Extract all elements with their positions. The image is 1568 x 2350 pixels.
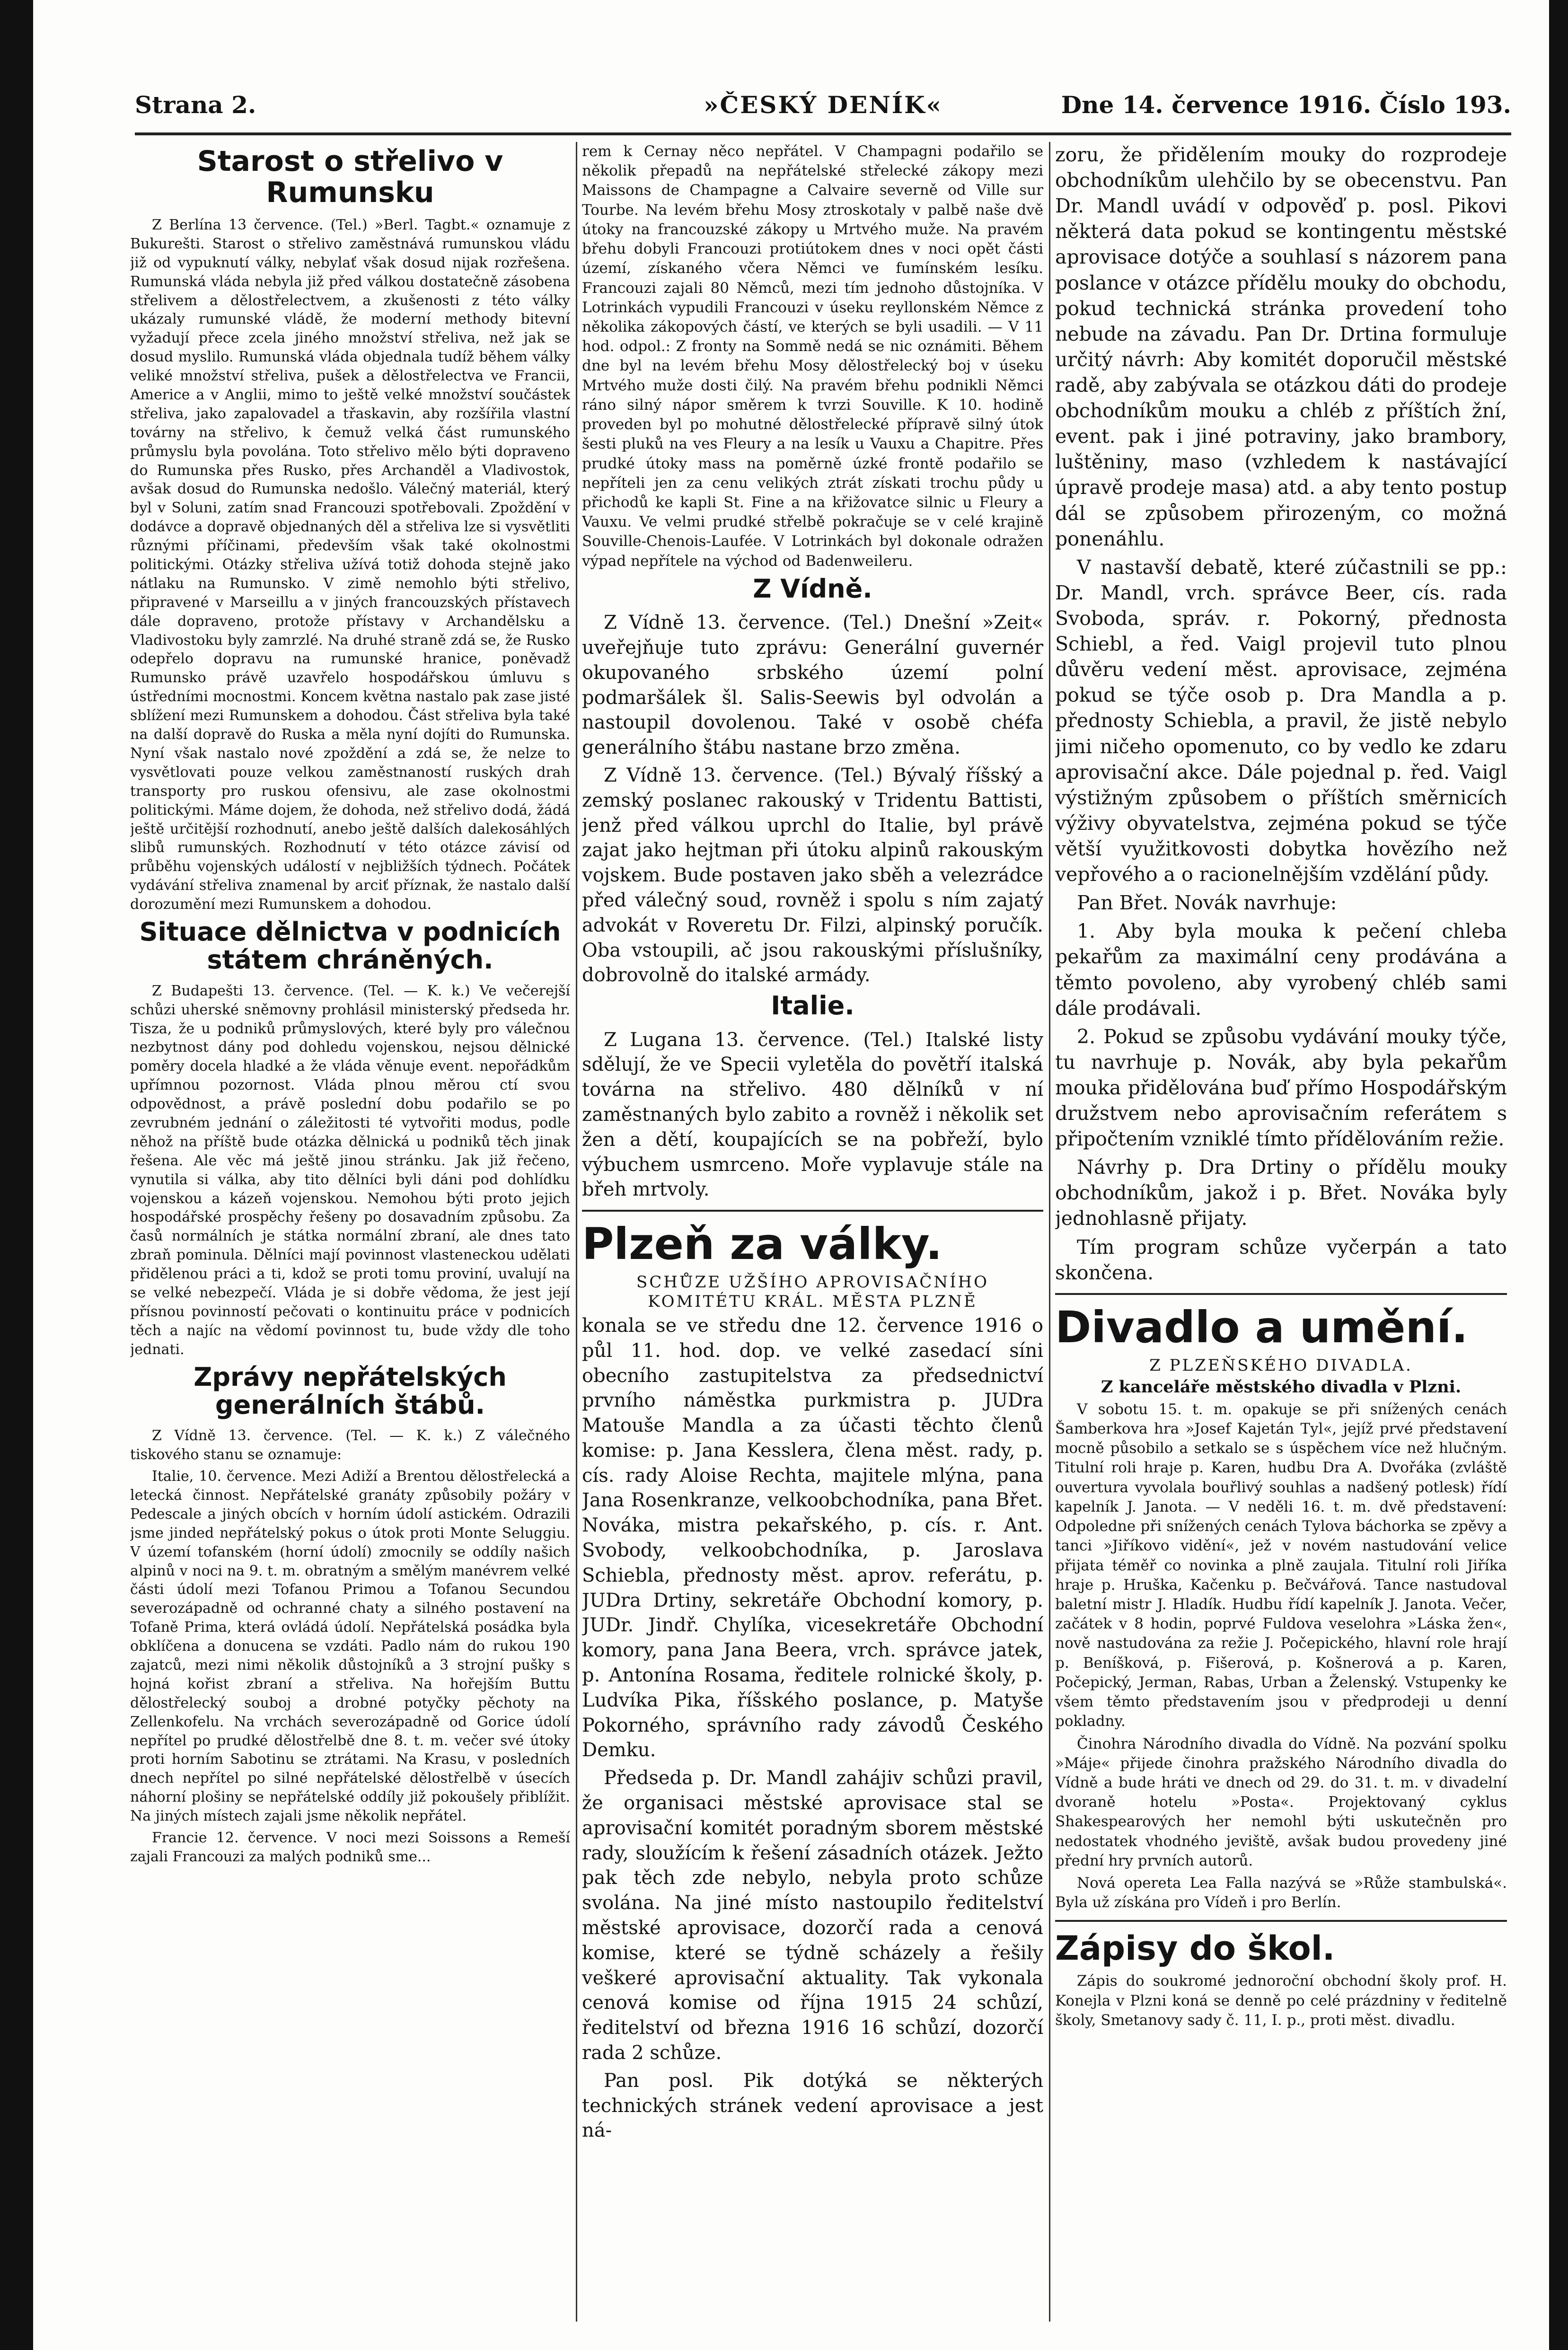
scan-right-border [1549,0,1568,2350]
section-rule [1055,1920,1507,1922]
article-paragraph: zoru, že přidělením mouky do rozprodeje obchodníkům ulehčilo by se obecenstvu. Pan Dr. Mandl uvádí v odpověď p. posl. Pikovi některá data pokud se kontingentu městské aprovisace dotýče a souhlasí s názorem pana poslance v otázce přídělu mouky do obchodu, pokud technická stránka provedení toho nebude na závadu. Pan Dr. Drtina formuluje určitý návrh: Aby komitét doporučil městské radě, aby zabývala se otázkou dáti do prodeje obchodníkům mouku a chléb z příštích žní, event. pak i jiné potraviny, jako brambory, luštěniny, maso (vzhledem k nastávající úpravě prodeje masa) atd. a aby tento postup dál se způsobem přirozeným, co možná ponenáhlu. [1055,143,1507,550]
article-paragraph: Z Vídně 13. července. (Tel. — K. k.) Z válečného tiskového stanu se oznamuje: [130,1427,570,1463]
page-number: Strana 2. [135,91,256,119]
article-kicker: Z kanceláře městského divadla v Plzni. [1101,1377,1462,1397]
article-headline: Starost o střelivo v Rumunsku [197,145,503,209]
column-1 [130,142,570,2322]
column-divider [576,142,577,2322]
article-paragraph: Činohra Národního divadla do Vídně. Na pozvání spolku »Máje« přijede činohra pražského Národního divadla do Vídně a bude hráti ve dnech od 29. do 31. t. m. v divadelní dvoraně hotelu »Posta«. Projektovaný cyklus Shakespearových her nemohl býti uskutečněn pro nedostatek vhodného jeviště, avšak budou provedeny jiné přední hry prvních autorů. [1055,1735,1507,1869]
article-paragraph: V sobotu 15. t. m. opakuje se při snížených cenách Šamberkova hra »Josef Kajetán Tyl«, jejíž prvé představení mocně působilo a setkalo se s úspěchem více než hlučným. Titulní roli hraje p. Karen, hudbu Dra A. Dvořáka (zvláště ouvertura vyvolala bouřlivý souhlas a nadšený potlesk) řídí kapelník J. Janota. — V neděli 16. t. m. dvě představení: Odpoledne při snížených cenách Tylova báchorka se zpěvy a tanci »Jiříkovo vidění«, jež v novém nastudování velice přijata téměř co novinka a plně zaujala. Titulní roli Jiříka hraje p. Hruška, Kačenku p. Bečvářová. Tance nastudoval baletní mistr J. Hladík. Hudbu řídí kapelník J. Janota. Večer, začátek v 8 hodin, poprvé Fuldova veselohra »Láska žen«, nově nastudována za režie J. Počepického, hlavní role hrají p. Beníšková, p. Fišerová, p. Košnerová a p. Karen, Počepický, Jerman, Rabas, Urban a Želenský. Vstupenky ke všem těmto představením jsou v předprodeji u denní pokladny. [1055,1400,1507,1730]
section-rule [1055,1293,1507,1295]
column-divider [1049,142,1050,2322]
article-paragraph: Z Vídně 13. července. (Tel.) Bývalý říšský a zemský poslanec rakouský v Tridentu Battisti, jenž před válkou uprchl do Italie, byl právě zajat jako hejtman při útoku alpinů rakouským vojskem. Bude postaven jako sběh a velezrádce před válečný soud, rovněž i spolu s ním zajatý advokát v Roveretu Dr. Filzi, alpinský poručík. Oba vstoupili, ač jsou rakouskými příslušníky, dobrovolně do italské armády. [582,764,1043,986]
article-headline: Z Vídně. [753,573,872,604]
article-paragraph: 2. Pokud se způsobu vydávání mouky týče, tu navrhuje p. Novák, aby byla pekařům mouka přidělována buď přímo Hospodářským družstvem nebo aprovisačním referátem s připočtením vzniklé tímto přídělováním režie. [1055,1025,1507,1151]
section-headline: Plzeň za války. [582,1219,943,1270]
scan-left-border [0,0,33,2350]
article-subheadline: Z PLZEŇSKÉHO DIVADLA. [1149,1356,1413,1375]
article-headline: Zprávy nepřátelských generálních štábů. [194,1362,507,1420]
article-paragraph: Italie, 10. července. Mezi Adiží a Brentou dělostřelecká a letecká činnost. Nepřátelské granáty způsobily požáry v Pedescale a jiných obcích v horním údolí astickém. Odrazili jsme jinded nepřátelský pokus o útok proti Monte Seluggiu. V území tofanském (horní údolí) zmocnily se oddíly našich alpinů v noci na 9. t. m. obratným a smělým manévrem velké části údolí mezi Tofanou Primou a Tofanou Secundou severozápadně od ochranné chaty a silného postavení na Tofaně Prima, která ovládá údolí. Nepřátelská posádka byla obklíčena a donucena se vzdáti. Padlo nám do rukou 190 zajatců, mezi nimi několik důstojníků a 3 strojní pušky s hojná kořist zbraní a střeliva. Na hořejším Buttu dělostřelecký souboj a drobné potyčky pěchoty na Zellenkofelu. Na vrchách severozápadně od Gorice údolí nepřítel po prudké dělostřelbě dne 8. t. m. večer své útoky proti horním Sabotinu se ztrátami. Na Krasu, v posledních dnech nepřítel po silné nepřátelské dělostřelbě v úsecích náhorní plošiny se nepřátelské oddíly již pokoušely přiblížit. Na jiných místech zajali jsme několik nepřátel. [130,1468,570,1825]
section-headline: Zápisy do škol. [1055,1929,1335,1968]
article-subheadline: SCHŮZE UŽŠÍHO APROVISAČNÍHO KOMITÉTU KRÁL. MĚSTA PLZNĚ [636,1273,989,1311]
article-paragraph: V nastavší debatě, které zúčastnili se pp.: Dr. Mandl, vrch. správce Beer, cís. rada Svoboda, správ. r. Pokorný, přednosta Schiebl, a řed. Vaigl projevil tuto plnou důvěru vedení měst. aprovisace, zejména pokud se týče osob p. Dra Mandla a p. přednosty Schiebla, a pravil, že jistě nebylo jimi ničeho opomenuto, co by vedlo ke zdaru aprovisační akce. Dále pojednal p. řed. Vaigl výstižným způsobem o příštích směrnicích výživy obyvatelstva, zejména pokud se týče větší využitkovosti dobytka hovězího než vepřového a o racionelnějším vzdělání půdy. [1055,555,1507,886]
article-paragraph: konala se ve středu dne 12. července 1916 o půl 11. hod. dop. ve velké zasedací síni obecního zastupitelstva za předsednictví prvního náměstka purkmistra p. JUDra Matouše Mandla a za účasti těchto členů komise: p. Jana Kesslera, člena měst. rady, p. cís. rady Aloise Rechta, majitele mlýna, pana Jana Rosenkranze, velkoobchodníka, pana Břet. Nováka, mistra pekařského, p. cís. r. Ant. Svobody, velkoobchodníka, p. Jaroslava Schiebla, přednosty měst. aprov. referátu, p. JUDra Drtiny, sekretáře Obchodní komory, p. JUDr. Jindř. Chylíka, vicesekretáře Obchodní komory, pana Jana Beera, vrch. správce jatek, p. Antonína Rosama, ředitele rolnické školy, p. Ludvíka Pika, říšského poslance, p. Matyše Pokorného, správního rady závodů Českého Demku. [582,1314,1043,1761]
section-headline: Divadlo a umění. [1055,1302,1468,1353]
article-paragraph: Pan Břet. Novák navrhuje: [1077,891,1337,915]
article-headline: Italie. [771,991,854,1021]
column-3 [1055,142,1507,2322]
article-paragraph: Tím program schůze vyčerpán a tato skončena. [1055,1235,1507,1284]
masthead-title: »ČESKÝ DENÍK« [704,91,943,119]
article-paragraph: 1. Aby byla mouka k pečení chleba pekařům za maximální ceny prodávána a těmto povoleno, aby vyrobený chléb sami dále prodávali. [1055,920,1507,1020]
section-rule [582,1210,1043,1212]
article-paragraph: Francie 12. července. V noci mezi Soissons a Remeší zajali Francouzi za malých podniků sme... [130,1830,570,1865]
article-paragraph: Předseda p. Dr. Mandl zahájiv schůzi pravil, že organisaci městské aprovisace stal se aprovisační komitét poradným sborem městské rady, sloužícím k řešení zásadních otázek. Ježto pak těch zde nebylo, nebyla proto schůze svolána. Na jiné místo nastoupilo ředitelství městské aprovisace, dozorčí rada a cenová komise, které se týdně scházely a řešily veškeré aprovisační aktuality. Tak vykonala cenová komise od října 1915 24 schůzí, ředitelství od března 1916 16 schůzí, dozorčí rada 2 schůze. [582,1767,1043,2064]
article-paragraph: Nová opereta Lea Falla nazývá se »Růže stambulská«. Byla už získána pro Vídeň i pro Berlín. [1055,1875,1507,1911]
issue-date-number: Dne 14. července 1916. Číslo 193. [1061,91,1511,119]
article-paragraph: Z Lugana 13. července. (Tel.) Italské listy sdělují, že ve Specii vyletěla do povětří italská továrna na střelivo. 480 dělníků v ní zaměstnaných bylo zabito a rovněž i několik set žen a dětí, koupajících se na pobřeží, bylo výbuchem usmrceno. Moře vyplavuje stále na břeh mrtvoly. [582,1029,1043,1201]
article-paragraph: Zápis do soukromé jednoroční obchodní školy prof. H. Konejla v Plzni koná se denně po celé prázdniny v ředitelně školy, Smetanovy sady č. 11, I. p., proti měst. divadlu. [1055,1972,1507,2029]
column-2 [582,142,1043,2322]
article-paragraph: Pan posl. Pik dotýká se některých technických stránek vedení aprovisace a jest ná- [582,2069,1043,2142]
article-paragraph: Z Berlína 13 července. (Tel.) »Berl. Tagbt.« oznamuje z Bukurešti. Starost o střelivo zaměstnává rumunskou vládu již od vypuknutí války, nebylať však dosud nijak rozřešena. Rumunská vláda nebyla již před válkou dostatečně zásobena střelivem a dělostřelectvem, a zkušenosti z této války ukázaly rumunské vládě, že moderní methody bitevní vyžadují přece zcela jiného množství střeliva, než jak se dosud myslilo. Rumunská vláda objednala tudíž během války veliké množství střeliva, pušek a dělostřelectva ve Francii, Americe a v Anglii, mimo to ještě velké množství součástek střeliva, jako zapalovadel a třaskavin, aby rozšířila vlastní továrny na střelivo, k čemuž velká část rumunského průmyslu byla povolána. Toto střelivo mělo býti dopraveno do Rumunska přes Rusko, přes Archanděl a Vladivostok, avšak dosud do Rumunska nedošlo. Válečný materiál, který byl v Soluni, zatím snad Francouzi spotřebovali. Zpoždění v dodávce a dopravě objednaných děl a střeliva lze si vysvětliti různými příčinami, především však také okolnostmi politickými. Otázky střeliva užívá totiž dohoda stejně jako nátlaku na Rumunsko. V zimě nemohlo býti střelivo, připravené v Marseillu a v jiných francouzských přístavech dále dopraveno, protože přístavy v Archandělsku a Vladivostoku byly zamrzlé. Na druhé straně zdá se, že Rusko odepřelo dopravu na rumunské hranice, poněvadž Rumunsko právě uzavřelo hospodářskou úmluvu s ústředními mocnostmi. Koncem května nastalo pak zase jisté sblížení mezi Rumunskem a dohodou. Část střeliva byla také na další dopravě do Ruska a měla nyní dojíti do Rumunska. Nyní však nastalo nové zpoždění a zdá se, že nelze to vysvětlovati pouze velkou zaměstnaností ruských drah transporty pro ruskou ofensivu, ale zase okolnostmi politickými. Máme dojem, že dohoda, než střelivo dodá, žádá ještě určitější rozhodnutí, anebo ještě dalších dalekosáhlých slibů rumunských. Rozhodnutí v této otázce závisí od průběhu vojenských událostí v nejbližších týdnech. Počátek vydávání střeliva znamenal by arciť příznak, že nastalo další dorozumění mezi Rumunskem a dohodou. [130,217,570,913]
article-paragraph: Z Budapešti 13. července. (Tel. — K. k.) Ve večerejší schůzi uherské sněmovny prohlásil ministerský předseda hr. Tisza, že u podniků průmyslových, které byly pro válečnou nezbytnost dány pod dohledu vojenskou, nejsou dělnické poměry docela hladké a že vláda věnuje event. nepořádkům upřímnou pozornost. Vláda plnou měrou ctí svou odpovědnost, a právě poslední dobu podařilo se po zevrubném jednání o záležitosti té vytvořiti modus, podle něhož na příště bude otázka dělnická u podniků těch jinak řešena. Ale věc má ještě jinou stránku. Jak již řečeno, vynutila si válka, aby tito dělníci byli dáni pod dohlídku vojenskou a kázeň vojenskou. Nemohou býti proto jejich hospodářské prospěchy řešeny po dosavadním způsobu. Za časů normálních je státka normální zbraní, ale dnes tato zbraň pominula. Dělníci mají povinnost vlasteneckou udělati přidělenou práci a ti, kdož se proti tomu proviní, uvalují na se velké nebezpečí. Vláda je si dobře vědoma, že jest její přísnou povinností pečovati o kontinuitu práce v podnicích těch a najíc na vědomí povinnost tu, bude vždy dle toho jednati. [130,982,570,1358]
page-header [135,80,1511,135]
article-headline: Situace dělnictva v podnicích státem chráněných. [139,916,561,975]
article-paragraph: Návrhy p. Dra Drtiny o přídělu mouky obchodníkům, jakož i p. Břet. Nováka byly jednohlasně přijaty. [1055,1156,1507,1230]
article-paragraph: rem k Cernay něco nepřátel. V Champagni podařilo se několik přepadů na nepřátelské střelecké zákopy mezi Maissons de Champagne a Calvaire severně od Ville sur Tourbe. Na levém břehu Mosy ztroskotaly v palbě naše dvě útoky na francouzské zákopy u Mrtvého muže. Na pravém břehu dobyli Francouzi protiútokem dnes v noci opět části území, získaného včera Němci ve fumínském lesíku. Francouzi zajali 80 Němců, mezi tím jednoho důstojníka. V Lotrinkách vypudili Francouzi v úseku reyllonském Němce z několika zákopových částí, ve kterých se byli usadili. — V 11 hod. odpol.: Z fronty na Sommě nedá se nic oznámiti. Během dne byl na levém břehu Mosy dělostřelecký boj v úseku Mrtvého muže dosti čilý. Na pravém břehu podnikli Němci ráno silný nápor směrem k tvrzi Souville. K 10. hodině proveden byl po mohutné dělostřelecké přípravě silný útok šesti pluků na ves Fleury a na lesík u Vauxu a Chapitre. Přes prudké útoky mass na poměrně úzké frontě podařilo se nepříteli jen za cenu velikých ztrát získati trochu půdy u přichodů ke kapli St. Fine a na křižovatce silnic u Fleury a Vauxu. Ve velmi prudké střelbě pokračuje se v celé krajině Souville-Chenois-Laufée. V Lotrinkách byl dokonale odražen výpad nepřítele na východ od Badenweileru. [582,143,1043,570]
article-paragraph: Z Vídně 13. července. (Tel.) Dnešní »Zeit« uveřejňuje tuto zprávu: Generální guvernér okupovaného srbského území polní podmaršálek šl. Salis-Seewis byl odvolán a nastoupil dovolenou. Také v osobě chéfa generálního štábu nastane brzo změna. [582,612,1043,759]
